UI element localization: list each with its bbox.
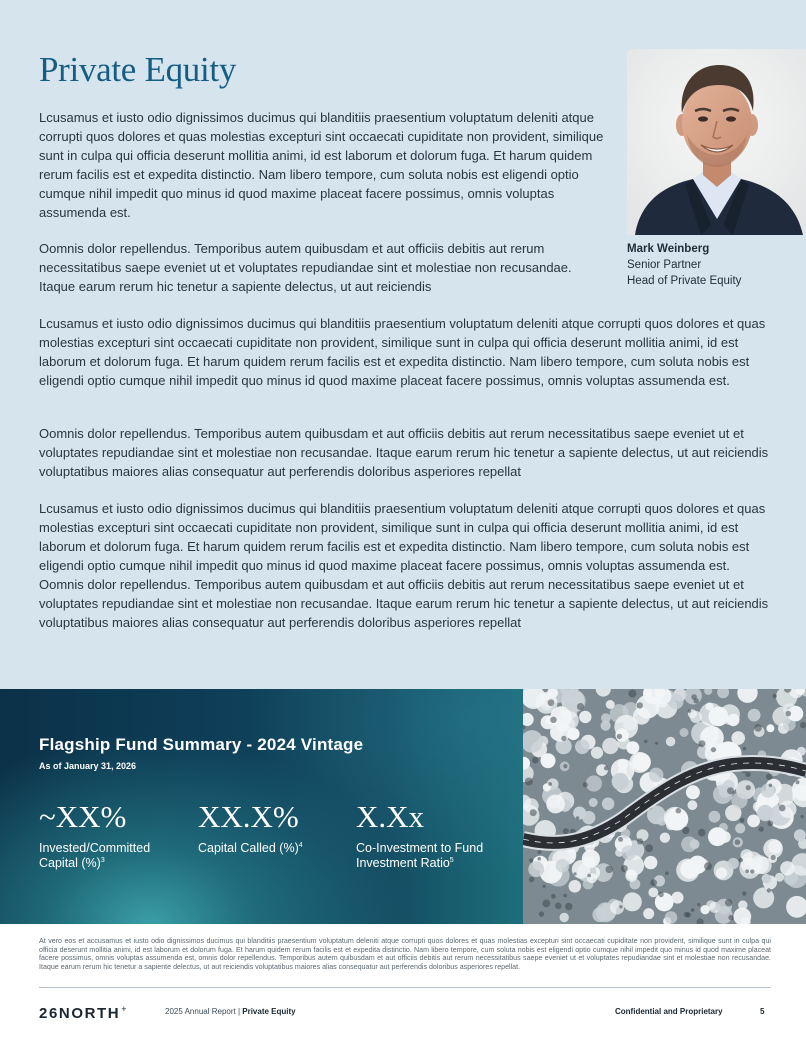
metric-capital-called bbox=[198, 799, 303, 856]
disclaimer-footnote: At vero eos et accusamus et iusto odio dignissimos ducimus qui blanditiis praesentium voluptatum deleniti atque corrupti quos dolores et quas molestias excepturi sint occaecati cupiditate non provident, similique sunt in culpa qui officia deserunt mollitia animi, id est laborum et dolorum fuga. Et harum quidem rerum facilis est et expedita distinctio. Nam libero tempore, cum soluta nobis est eligendi optio cumque nihil impedit quo minus id quod maxime placeat facere possimus, omnis voluptas assumenda est, omnis dolor repellendus. Temporibus autem quibusdam et aut officiis debitis aut rerum necessitatibus saepe eveniet ut et voluptates repudiandae sint et molestiae non recusandae. Itaque earum rerum hic tenetur a sapiente delectus, ut aut reiciendis voluptatibus maiores alias consequatur aut perferendis doloribus asperiores repellat. bbox=[39, 937, 771, 971]
snowy-forest-road-photo bbox=[523, 689, 806, 924]
metric-value: X.Xx bbox=[356, 799, 425, 834]
report-section: Private Equity bbox=[242, 1007, 296, 1016]
person-caption bbox=[627, 241, 741, 289]
fund-summary-panel bbox=[0, 689, 523, 924]
metric-invested bbox=[39, 799, 150, 871]
footnote-ref: 5 bbox=[449, 856, 454, 864]
metric-value: ~XX% bbox=[39, 799, 127, 834]
metric-label-line: Investment Ratio bbox=[356, 856, 450, 870]
paragraph: Oomnis dolor repellendus. Temporibus autem quibusdam et aut officiis debitis aut rerum necessitatibus saepe eveniet ut et voluptates repudiandae sint et molestiae non recusandae. Itaque earum rerum hic tenetur a sapiente delectus, ut aut reiciendis voluptatibus maiores alias consequatur aut perferendis doloribus asperiores repellat bbox=[39, 426, 769, 479]
fund-summary-band bbox=[0, 689, 806, 924]
metric-coinvestment-ratio bbox=[356, 799, 483, 871]
report-label bbox=[165, 1007, 296, 1016]
person-role: Senior Partner bbox=[627, 259, 702, 271]
page-title: Private Equity bbox=[39, 50, 237, 89]
logo-text: 26NORTH bbox=[39, 1005, 121, 1022]
metric-label-line: Co-Investment to Fund bbox=[356, 841, 484, 855]
paragraph: Lcusamus et iusto odio dignissimos ducimus qui blanditiis praesentium voluptatum deleniti atque corrupti quos dolores et quas molestias excepturi sint occaecati cupiditate non provident, similique sunt in culpa qui officia deserunt mollitia animi, id est laborum et dolorum fuga. Et harum quidem rerum facilis est et expedita distinctio. Nam libero tempore, cum soluta nobis est eligendi optio cumque nihil impedit quo minus id quod maxime placeat facere possimus, omnis voluptas assumenda est. Oomnis dolor repellendus. Temporibus autem quibusdam et aut officiis debitis aut rerum necessitatibus saepe eveniet ut et voluptates repudiandae sint et molestiae non recusandae. Itaque earum rerum hic tenetur a sapiente delectus, ut aut reiciendis voluptatibus maiores alias consequatur aut perferendis doloribus asperiores repellat bbox=[39, 501, 769, 630]
metric-label bbox=[39, 841, 150, 871]
metric-label bbox=[356, 841, 483, 871]
paragraph: Oomnis dolor repellendus. Temporibus autem quibusdam et aut officiis debitis aut rerum necessitatibus saepe eveniet ut et voluptates repudiandae sint et molestiae non recusandae. Itaque earum rerum hic tenetur a sapiente delectus, ut aut reiciendis bbox=[39, 241, 572, 294]
fund-summary-title: Flagship Fund Summary - 2024 Vintage bbox=[39, 735, 364, 754]
paragraph: Lcusamus et iusto odio dignissimos ducimus qui blanditiis praesentium voluptatum deleniti atque corrupti quos dolores et quas molestias excepturi sint occaecati cupiditate non provident, similique sunt in culpa qui officia deserunt mollitia animi, id est laborum et dolorum fuga. Et harum quidem rerum facilis est et expedita distinctio. Nam libero tempore, cum soluta nobis est eligendi optio cumque nihil impedit quo minus id quod maxime placeat facere possimus, omnis voluptas assumenda est. bbox=[39, 110, 604, 220]
page-number: 5 bbox=[760, 1007, 765, 1016]
fund-summary-date: As of January 31, 2026 bbox=[39, 761, 137, 771]
metric-label-line: Capital (%) bbox=[39, 856, 101, 870]
person-department: Head of Private Equity bbox=[627, 275, 742, 287]
metric-label-line: Capital Called (%) bbox=[198, 841, 299, 855]
confidential-label: Confidential and Proprietary bbox=[615, 1007, 723, 1016]
footnote-ref: 3 bbox=[100, 856, 105, 864]
portrait-photo bbox=[627, 49, 806, 235]
footnote-ref: 4 bbox=[298, 841, 303, 849]
person-name: Mark Weinberg bbox=[627, 243, 710, 255]
footer-divider bbox=[39, 987, 771, 988]
report-name: 2025 Annual Report | bbox=[165, 1007, 243, 1016]
paragraph: Lcusamus et iusto odio dignissimos ducimus qui blanditiis praesentium voluptatum deleniti atque corrupti quos dolores et quas molestias excepturi sint occaecati cupiditate non provident, similique sunt in culpa qui officia deserunt mollitia animi, id est laborum et dolorum fuga. Et harum quidem rerum facilis est et expedita distinctio. Nam libero tempore, cum soluta nobis est eligendi optio cumque nihil impedit quo minus id quod maxime placeat facere possimus, omnis voluptas assumenda est. bbox=[39, 316, 766, 388]
logo-mark-icon: + bbox=[121, 1004, 129, 1014]
company-logo bbox=[39, 1004, 128, 1022]
metric-label bbox=[198, 841, 303, 856]
metric-value: XX.X% bbox=[198, 799, 299, 834]
metric-label-line: Invested/Committed bbox=[39, 841, 151, 855]
